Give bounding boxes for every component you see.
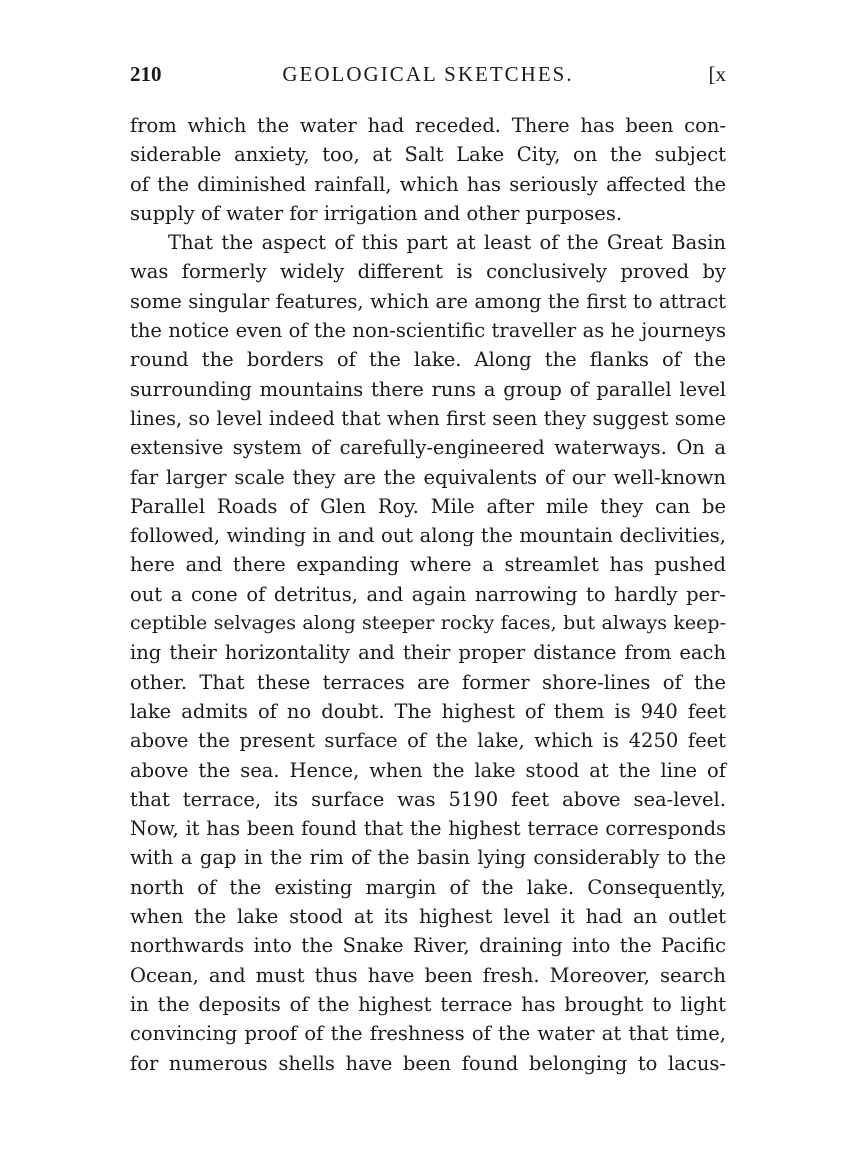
text-line: lines, so level indeed that when first seen they suggest some: [130, 406, 726, 430]
page-number: 210: [130, 62, 162, 86]
text-line: out a cone of detritus, and again narrowing to hardly per-: [130, 582, 726, 606]
text-line: other. That these terraces are former shore-lines of the: [130, 670, 726, 694]
text-line: ceptible selvages along steeper rocky faces, but always keep-: [130, 612, 726, 635]
text-line: for numerous shells have been found belonging to lacus-: [130, 1051, 726, 1075]
paragraph-2: [130, 228, 726, 1078]
text-line: of the diminished rainfall, which has seriously affected the: [130, 172, 726, 196]
text-line: convincing proof of the freshness of the water at that time,: [130, 1022, 726, 1046]
text-line: Ocean, and must thus have been fresh. Moreover, search: [130, 963, 726, 987]
text-line: was formerly widely different is conclusively proved by: [130, 260, 726, 284]
text-line: ing their horizontality and their proper distance from each: [130, 641, 726, 665]
text-line: above the present surface of the lake, which is 4250 feet: [130, 729, 726, 753]
text-line: Now, it has been found that the highest terrace corresponds: [130, 817, 726, 841]
text-line: some singular features, which are among the first to attract: [130, 289, 726, 313]
text-line: in the deposits of the highest terrace has brought to light: [130, 992, 726, 1016]
text-line: north of the existing margin of the lake. Consequently,: [130, 875, 726, 899]
text-line: the notice even of the non-scientific traveller as he journeys: [130, 319, 726, 343]
text-line: extensive system of carefully-engineered waterways. On a: [130, 436, 726, 460]
text-line: far larger scale they are the equivalents of our well-known: [130, 465, 726, 489]
text-line: that terrace, its surface was 5190 feet above sea-level.: [130, 787, 726, 811]
text-line: That the aspect of this part at least of the Great Basin: [168, 231, 726, 255]
body-text: [130, 111, 726, 1078]
paragraph-1: [130, 111, 726, 228]
running-title: GEOLOGICAL SKETCHES.: [282, 62, 574, 86]
chapter-mark: [x: [708, 62, 726, 86]
text-line: Parallel Roads of Glen Roy. Mile after mile they can be: [130, 494, 726, 518]
text-line: above the sea. Hence, when the lake stood at the line of: [130, 758, 726, 782]
text-line: when the lake stood at its highest level it had an outlet: [130, 905, 726, 929]
text-line: with a gap in the rim of the basin lying considerably to the: [130, 846, 726, 870]
text-line: from which the water had receded. There has been con-: [130, 114, 726, 137]
text-line: followed, winding in and out along the mountain declivities,: [130, 524, 726, 548]
text-line: surrounding mountains there runs a group of parallel level: [130, 377, 726, 401]
text-line: here and there expanding where a streamlet has pushed: [130, 553, 726, 577]
text-line: siderable anxiety, too, at Salt Lake City, on the subject: [130, 143, 726, 167]
text-line: lake admits of no doubt. The highest of them is 940 feet: [130, 699, 726, 723]
text-line: supply of water for irrigation and other purposes.: [130, 201, 623, 225]
text-line: round the borders of the lake. Along the flanks of the: [130, 348, 726, 372]
running-head: [130, 62, 726, 92]
text-line: northwards into the Snake River, draining into the Pacific: [130, 934, 726, 958]
